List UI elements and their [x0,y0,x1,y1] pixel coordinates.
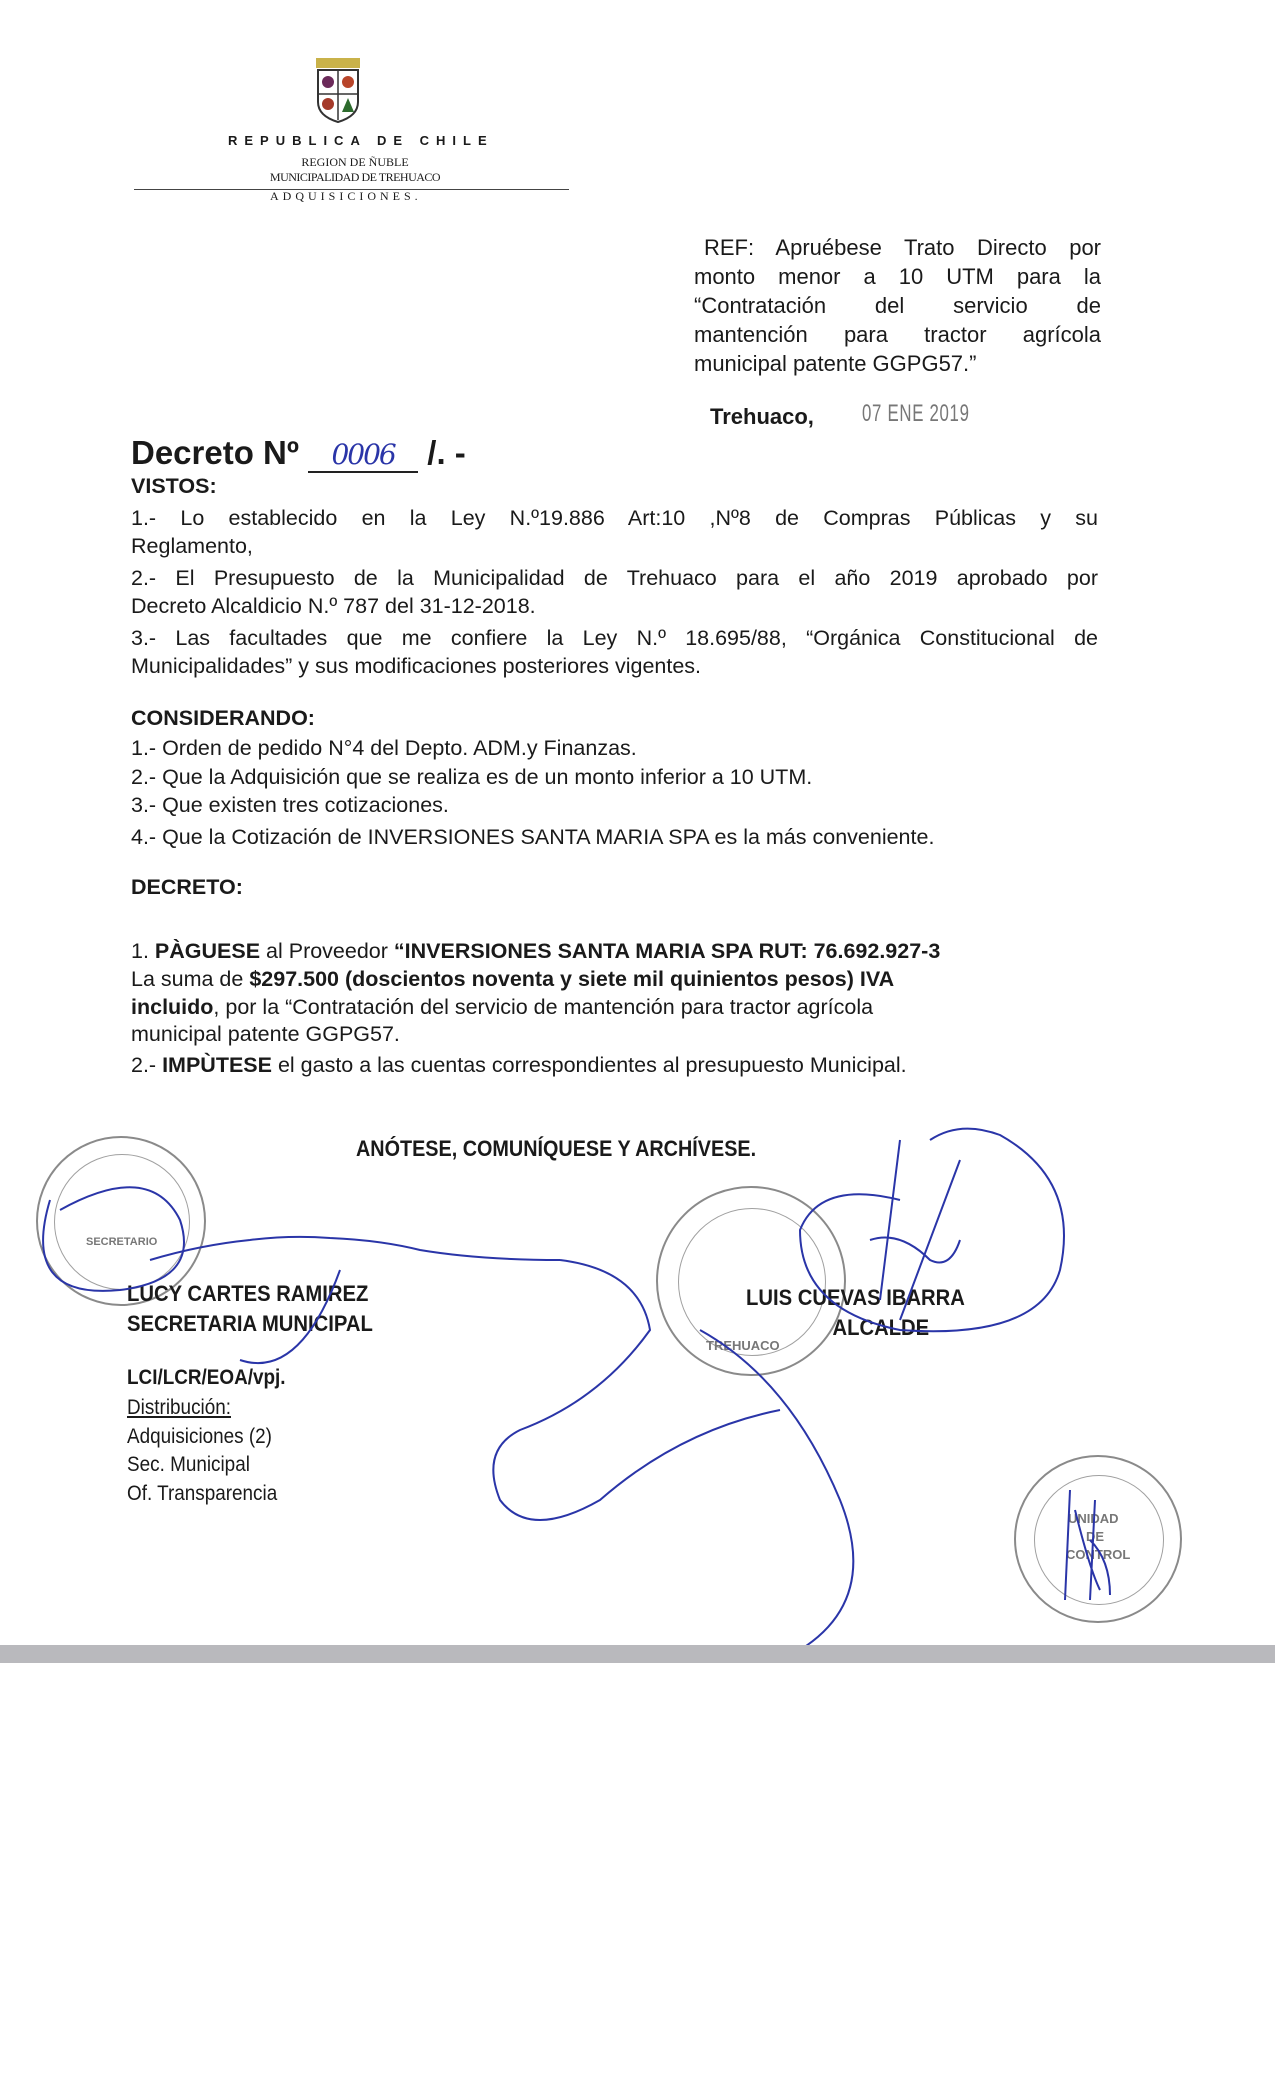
text: 1. [131,939,155,963]
decree-title-label: Decreto Nº [131,434,299,471]
distribution-heading: Distribución: [127,1396,231,1419]
decree-suffix: /. - [427,434,466,471]
considerando-list [131,734,934,851]
considerando-line: 4.- Que la Cotización de INVERSIONES SANTA MARIA SPA es la más conveniente. [131,824,935,849]
distribution-block [127,1394,277,1508]
closing-formula: ANÓTESE, COMUNÍQUESE Y ARCHÍVESE. [356,1136,757,1161]
distribution-item: Of. Transparencia [127,1481,278,1505]
scan-edge [0,1645,1275,1663]
decreto-body [131,938,940,1080]
reference-block [694,233,1101,378]
date-stamp: 07 ENE 2019 [862,400,970,427]
signature-stroke [870,1140,960,1320]
text: al Proveedor [260,939,394,963]
text: el gasto a las cuentas correspondientes al presupuesto Municipal. [271,1053,907,1078]
distribution-item: Adquisiciones (2) [127,1424,272,1448]
vistos-line: 1.- Lo establecido en la Ley N.º19.886 Art:10 ,Nº8 de Compras Públicas y su [131,506,1098,530]
signer-title: ALCALDE [832,1315,930,1340]
control-stamp: UNIDAD DE CONTROL [1014,1455,1182,1623]
header-municipality: MUNICIPALIDAD DE TREHUACO [269,170,441,184]
coat-of-arms-logo [312,56,364,124]
considerando-line: 2.- Que la Adquisición que se realiza es de un monto inferior a 10 UTM. [131,764,813,789]
text-bold: PÀGUESE [154,939,261,963]
text-bold: $297.500 (doscientos noventa y siete mil quinientos pesos) IVA [249,966,895,991]
signature-stroke [150,1237,560,1260]
place: Trehuaco, [710,404,814,429]
distribution-item: Sec. Municipal [127,1453,250,1476]
signer-name: LUIS CUEVAS IBARRA [746,1285,965,1310]
considerando-line: 1.- Orden de pedido N°4 del Depto. ADM.y Finanzas. [131,736,637,760]
signer-title: SECRETARIA MUNICIPAL [127,1311,373,1336]
text-bold: IMPÙTESE [162,1053,272,1078]
ref-line: municipal patente GGPG57.” [694,351,977,376]
vistos-line: Reglamento, [131,533,253,558]
header-department: ADQUISICIONES. [270,189,422,203]
signer-name: LUCY CARTES RAMIREZ [127,1281,369,1306]
decree-title [131,434,466,473]
mayor-stamp: TREHUACO [656,1186,846,1376]
signature-stroke [800,1129,1064,1332]
control-initials [1050,1480,1130,1610]
signature-stroke [700,1330,853,1650]
vistos-heading: VISTOS: [131,474,217,498]
signature-stroke [43,1187,184,1291]
signature-stroke [493,1260,780,1520]
ref-line: “Contratación del servicio de [694,293,1101,318]
vistos-line: Municipalidades” y sus modificaciones posteriores vigentes. [131,653,702,678]
vistos-line: Decreto Alcaldicio N.º 787 del 31-12-2018. [131,593,536,618]
decree-number-handwritten: 0006 [308,438,418,473]
considerando-line: 3.- Que existen tres cotizaciones. [131,793,449,817]
ref-line: mantención para tractor agrícola [694,322,1101,347]
text: 2.- [131,1053,163,1078]
secretary-stamp: SECRETARIO [36,1136,206,1306]
decreto-heading: DECRETO: [131,875,243,899]
header-region: REGION DE ÑUBLE [301,155,409,169]
vistos-list [131,505,1098,680]
ref-line: REF: Apruébese Trato Directo por [704,235,1101,260]
text: municipal patente GGPG57. [131,1022,400,1047]
vistos-line: 2.- El Presupuesto de la Municipalidad de Trehuaco para el año 2019 aprobado por [131,566,1098,590]
header-country: REPUBLICA DE CHILE [228,133,494,148]
text: , por la “Contratación del servicio de mantención para tractor agrícola [213,994,874,1019]
text-bold: incluido [131,994,214,1019]
signature-stroke [240,1270,340,1363]
text-bold: “INVERSIONES SANTA MARIA SPA RUT: 76.692.927-3 [393,939,941,963]
initials: LCI/LCR/EOA/vpj. [127,1366,286,1389]
ref-line: monto menor a 10 UTM para la [694,264,1101,289]
considerando-heading: CONSIDERANDO: [131,706,315,730]
text: La suma de [131,966,250,991]
vistos-line: 3.- Las facultades que me confiere la Ley N.º 18.695/88, “Orgánica Constitucional de [131,626,1098,650]
